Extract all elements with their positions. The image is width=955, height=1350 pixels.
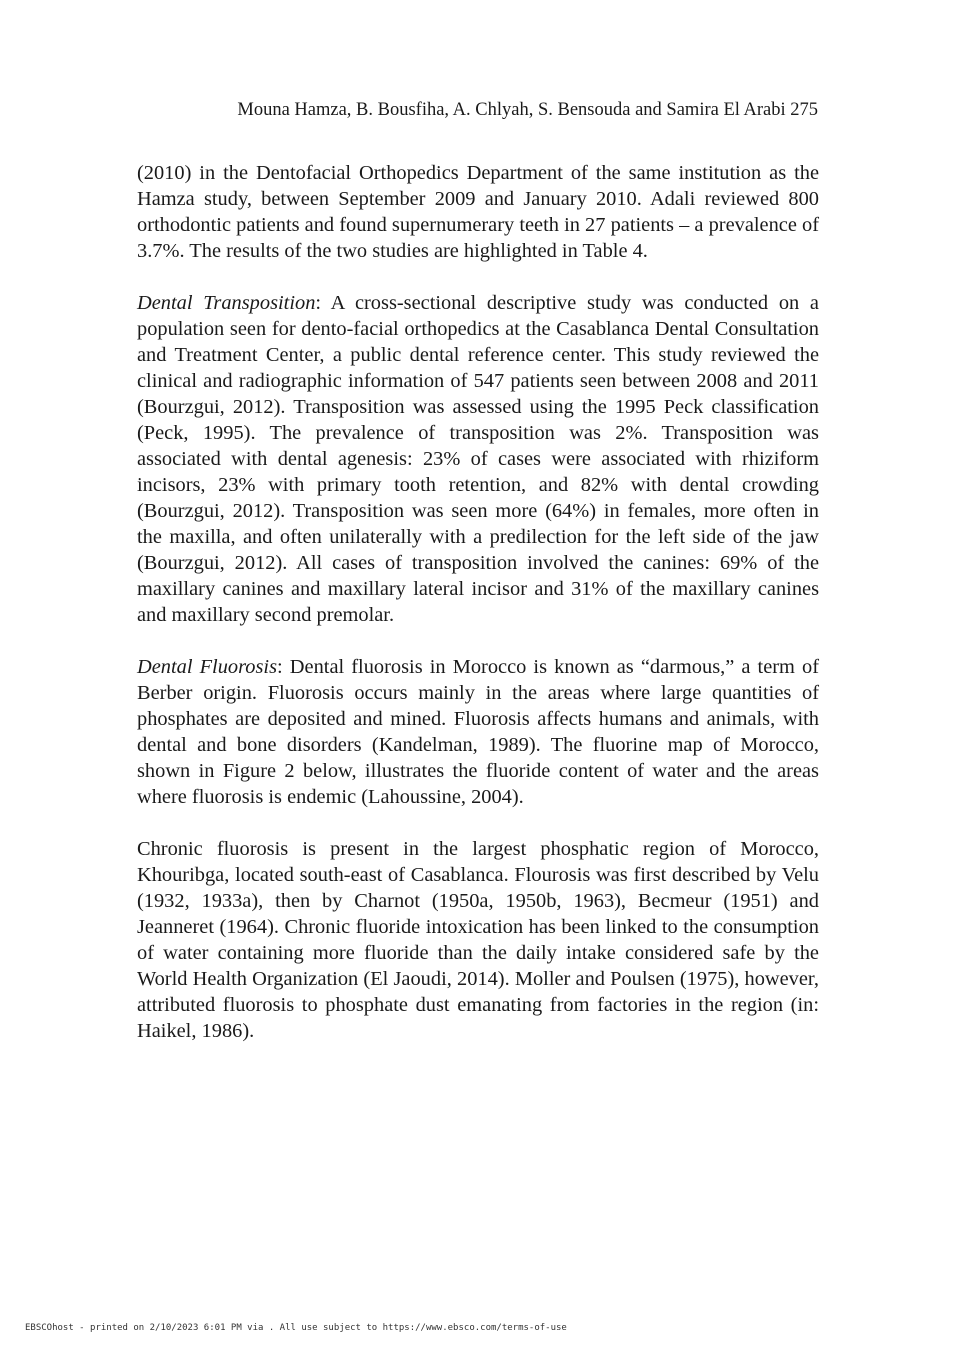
paragraph-chronic-fluorosis xyxy=(137,836,819,1044)
section-lead-dental-fluorosis: Dental Fluorosis xyxy=(137,656,278,678)
paragraph-text: Chronic fluorosis is present in the largest phosphatic region of Morocco, Khouribga, located south-east of Casablanca. Flourosis was first described by Velu (1932, 1933a), then by Charnot (1950a, 1950b, 1963), Becmeur (1951) and Jeanneret (1964). Chronic fluoride intoxication has been linked to the consumption of water containing more fluoride than the daily intake considered safe by the World Health Organization (El Jaoudi, 2014). Moller and Poulsen (1975), however, attributed fluorosis to phosphate dust emanating from factories in the region (in: Haikel, 1986). xyxy=(137,838,819,1042)
paragraph-dental-fluorosis xyxy=(137,654,819,810)
paragraph-text: : Dental fluorosis in Morocco is known as “darmous,” a term of Berber origin. Fluorosis occurs mainly in the areas where large quantities of phosphates are deposited and mined. Fluorosis affects humans and animals, with dental and bone disorders (Kandelman, 1989). The fluorine map of Morocco, shown in Figure 2 below, illustrates the fluoride content of water and the areas where fluorosis is endemic (Lahoussine, 2004). xyxy=(137,656,820,808)
running-head: Mouna Hamza, B. Bousfiha, A. Chlyah, S. Bensouda and Samira El Arabi 275 xyxy=(237,100,818,120)
paragraph-text: : A cross-sectional descriptive study was conducted on a population seen for dento-facial orthopedics at the Casablanca Dental Consultation and Treatment Center, a public dental reference center. This study reviewed the clinical and radiographic information of 547 patients seen between 2008 and 2011 (Bourzgui, 2012). Transposition was assessed using the 1995 Peck classification (Peck, 1995). The prevalence of transposition was 2%. Transposition was associated with dental agenesis: 23% of cases were associated with rhiziform incisors, 23% with primary tooth retention, and 82% with dental crowding (Bourzgui, 2012). Transposition was seen more (64%) in females, more often in the maxilla, and often unilaterally with a predilection for the left side of the jaw (Bourzgui, 2012). All cases of transposition involved the canines: 69% of the maxillary canines and maxillary lateral incisor and 31% of the maxillary canines and maxillary second premolar. xyxy=(137,292,819,626)
paragraph-dental-transposition xyxy=(137,290,819,628)
paragraph-supernumerary-continuation xyxy=(137,160,819,264)
article-body xyxy=(137,160,819,1070)
paragraph-text: (2010) in the Dentofacial Orthopedics Department of the same institution as the Hamza study, between September 2009 and January 2010. Adali reviewed 800 orthodontic patients and found supernumerary teeth in 27 patients – a prevalence of 3.7%. The results of the two studies are highlighted in Table 4. xyxy=(137,162,819,262)
print-footer: EBSCOhost - printed on 2/10/2023 6:01 PM via . All use subject to https://www.ebsco.com/terms-of-use xyxy=(25,1323,567,1333)
section-lead-dental-transposition: Dental Transposition xyxy=(137,292,316,314)
